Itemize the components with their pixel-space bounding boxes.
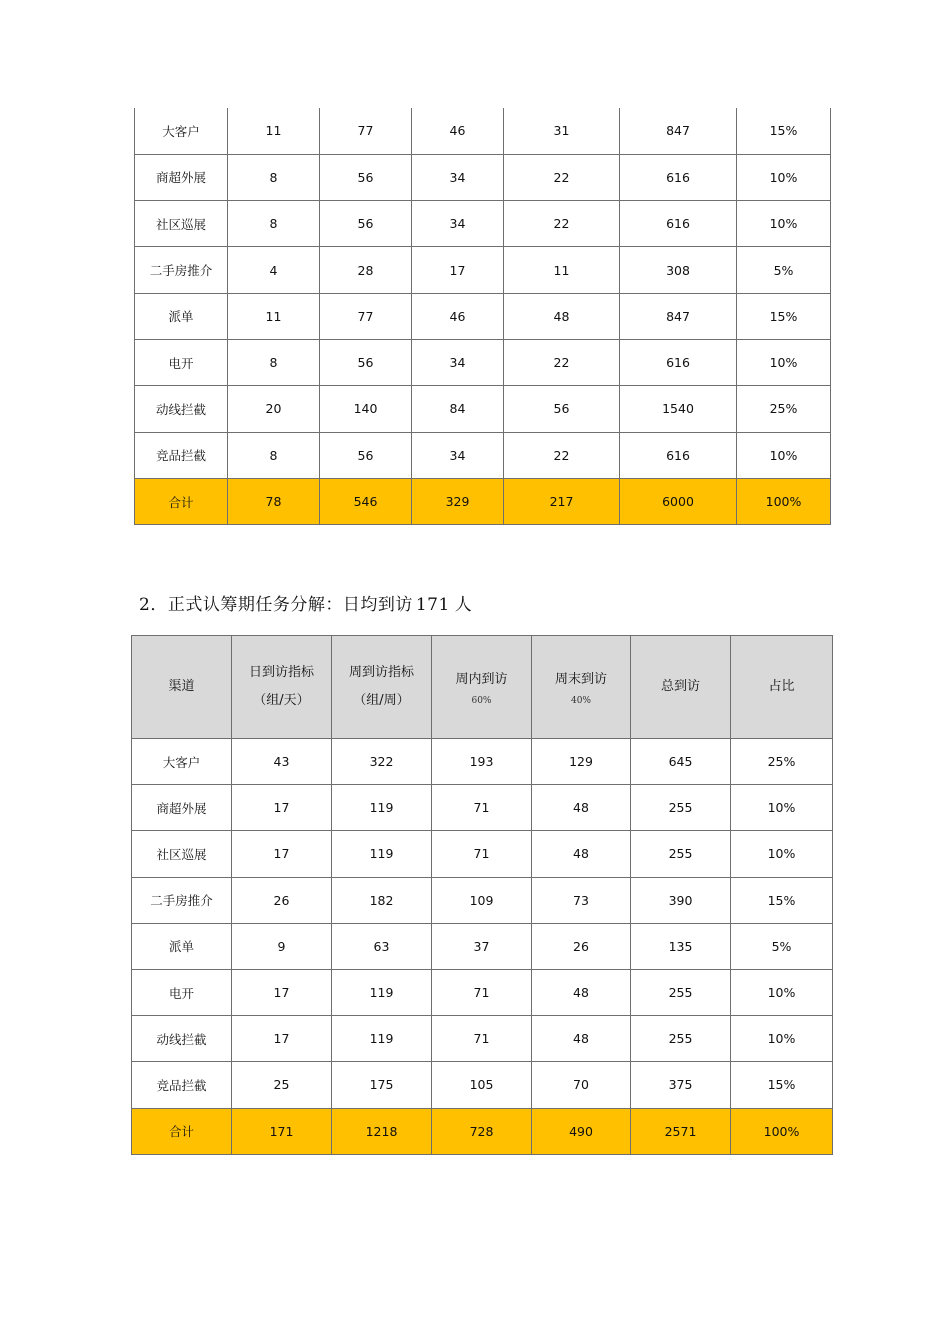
total-value-cell: 1218 — [332, 1108, 432, 1154]
value-cell: 15% — [737, 293, 831, 339]
section-title — [139, 590, 472, 615]
value-cell: 71 — [432, 785, 532, 831]
value-cell: 22 — [504, 201, 620, 247]
channel-cell: 社区巡展 — [135, 201, 228, 247]
value-cell: 48 — [532, 831, 631, 877]
table-row — [135, 108, 831, 154]
value-cell: 71 — [432, 1016, 532, 1062]
channel-cell: 二手房推介 — [135, 247, 228, 293]
value-cell: 73 — [532, 877, 631, 923]
value-cell: 5% — [737, 247, 831, 293]
total-value-cell: 171 — [232, 1108, 332, 1154]
value-cell: 10% — [731, 969, 833, 1015]
table-row — [135, 432, 831, 478]
value-cell: 847 — [620, 108, 737, 154]
table-row — [132, 831, 833, 877]
value-cell: 71 — [432, 831, 532, 877]
value-cell: 11 — [504, 247, 620, 293]
value-cell: 25% — [737, 386, 831, 432]
value-cell: 77 — [320, 108, 412, 154]
value-cell: 1540 — [620, 386, 737, 432]
total-value-cell: 490 — [532, 1108, 631, 1154]
value-cell: 34 — [412, 339, 504, 385]
header-weekend-label: 周末到访 — [554, 672, 607, 687]
value-cell: 17 — [232, 831, 332, 877]
value-cell: 10% — [737, 154, 831, 200]
table-row — [132, 785, 833, 831]
value-cell: 43 — [232, 739, 332, 785]
value-cell: 175 — [332, 1062, 432, 1108]
table-row — [135, 247, 831, 293]
total-label-cell: 合计 — [135, 478, 228, 524]
table-row — [132, 877, 833, 923]
value-cell: 77 — [320, 293, 412, 339]
value-cell: 255 — [631, 831, 731, 877]
value-cell: 48 — [532, 785, 631, 831]
total-value-cell: 6000 — [620, 478, 737, 524]
header-weekend — [532, 636, 631, 739]
value-cell: 37 — [432, 923, 532, 969]
channel-cell: 商超外展 — [135, 154, 228, 200]
header-weekly-target — [332, 636, 432, 739]
value-cell: 84 — [412, 386, 504, 432]
channel-cell: 大客户 — [135, 108, 228, 154]
section-title-text: 正式认筹期任务分解：日均到访 — [167, 595, 413, 615]
channel-cell: 二手房推介 — [132, 877, 232, 923]
value-cell: 17 — [232, 1016, 332, 1062]
value-cell: 56 — [320, 432, 412, 478]
value-cell: 22 — [504, 432, 620, 478]
value-cell: 140 — [320, 386, 412, 432]
channel-cell: 电开 — [135, 339, 228, 385]
value-cell: 119 — [332, 785, 432, 831]
value-cell: 255 — [631, 1016, 731, 1062]
total-value-cell: 329 — [412, 478, 504, 524]
value-cell: 63 — [332, 923, 432, 969]
value-cell: 46 — [412, 108, 504, 154]
header-weekend-pct: 40% — [570, 696, 591, 706]
table-row — [132, 969, 833, 1015]
header-weekday-pct: 60% — [471, 696, 492, 706]
value-cell: 48 — [504, 293, 620, 339]
header-daily-target-label: 日到访指标 — [248, 665, 314, 680]
value-cell: 46 — [412, 293, 504, 339]
value-cell: 15% — [731, 1062, 833, 1108]
header-daily-target-unit: （组/天） — [253, 693, 310, 708]
value-cell: 15% — [737, 108, 831, 154]
value-cell: 375 — [631, 1062, 731, 1108]
value-cell: 255 — [631, 785, 731, 831]
channel-cell: 商超外展 — [132, 785, 232, 831]
value-cell: 17 — [232, 785, 332, 831]
value-cell: 11 — [228, 108, 320, 154]
value-cell: 31 — [504, 108, 620, 154]
table-row — [135, 339, 831, 385]
total-value-cell: 217 — [504, 478, 620, 524]
value-cell: 255 — [631, 969, 731, 1015]
value-cell: 11 — [228, 293, 320, 339]
total-label-cell: 合计 — [132, 1108, 232, 1154]
total-value-cell: 100% — [737, 478, 831, 524]
header-weekday — [432, 636, 532, 739]
value-cell: 34 — [412, 201, 504, 247]
value-cell: 109 — [432, 877, 532, 923]
value-cell: 56 — [504, 386, 620, 432]
header-weekly-target-unit: （组/周） — [353, 693, 410, 708]
value-cell: 119 — [332, 831, 432, 877]
value-cell: 26 — [532, 923, 631, 969]
table-header-row — [132, 636, 833, 739]
value-cell: 5% — [731, 923, 833, 969]
channel-cell: 社区巡展 — [132, 831, 232, 877]
value-cell: 182 — [332, 877, 432, 923]
channel-cell: 派单 — [135, 293, 228, 339]
total-value-cell: 78 — [228, 478, 320, 524]
value-cell: 22 — [504, 339, 620, 385]
value-cell: 10% — [731, 785, 833, 831]
table-row — [132, 739, 833, 785]
value-cell: 645 — [631, 739, 731, 785]
value-cell: 119 — [332, 1016, 432, 1062]
value-cell: 135 — [631, 923, 731, 969]
section-count: 171 — [415, 595, 450, 615]
value-cell: 9 — [232, 923, 332, 969]
value-cell: 48 — [532, 1016, 631, 1062]
table-2-body — [132, 636, 833, 1155]
value-cell: 34 — [412, 432, 504, 478]
value-cell: 616 — [620, 432, 737, 478]
header-daily-target — [232, 636, 332, 739]
value-cell: 4 — [228, 247, 320, 293]
channel-cell: 电开 — [132, 969, 232, 1015]
value-cell: 193 — [432, 739, 532, 785]
value-cell: 8 — [228, 432, 320, 478]
header-weekly-target-label: 周到访指标 — [348, 665, 414, 680]
section-number: 2． — [139, 595, 168, 615]
table-row — [135, 154, 831, 200]
value-cell: 26 — [232, 877, 332, 923]
value-cell: 10% — [731, 1016, 833, 1062]
value-cell: 616 — [620, 154, 737, 200]
table-1-body — [135, 108, 831, 525]
header-channel: 渠道 — [132, 636, 232, 739]
value-cell: 48 — [532, 969, 631, 1015]
channel-cell: 动线拦截 — [135, 386, 228, 432]
value-cell: 17 — [232, 969, 332, 1015]
value-cell: 56 — [320, 339, 412, 385]
value-cell: 70 — [532, 1062, 631, 1108]
value-cell: 322 — [332, 739, 432, 785]
value-cell: 10% — [737, 339, 831, 385]
value-cell: 8 — [228, 154, 320, 200]
value-cell: 129 — [532, 739, 631, 785]
channel-cell: 动线拦截 — [132, 1016, 232, 1062]
channel-cell: 竞品拦截 — [135, 432, 228, 478]
table-row — [135, 201, 831, 247]
header-weekday-label: 周内到访 — [455, 672, 508, 687]
total-row — [132, 1108, 833, 1154]
value-cell: 105 — [432, 1062, 532, 1108]
value-cell: 34 — [412, 154, 504, 200]
target-table-2 — [131, 635, 833, 1155]
value-cell: 71 — [432, 969, 532, 1015]
value-cell: 10% — [737, 432, 831, 478]
value-cell: 17 — [412, 247, 504, 293]
header-total-visits: 总到访 — [631, 636, 731, 739]
table-row — [132, 923, 833, 969]
table-row — [132, 1062, 833, 1108]
value-cell: 10% — [737, 201, 831, 247]
channel-cell: 大客户 — [132, 739, 232, 785]
total-row — [135, 478, 831, 524]
value-cell: 8 — [228, 339, 320, 385]
value-cell: 390 — [631, 877, 731, 923]
value-cell: 28 — [320, 247, 412, 293]
total-value-cell: 728 — [432, 1108, 532, 1154]
table-row — [135, 293, 831, 339]
total-value-cell: 100% — [731, 1108, 833, 1154]
value-cell: 56 — [320, 154, 412, 200]
value-cell: 8 — [228, 201, 320, 247]
value-cell: 20 — [228, 386, 320, 432]
total-value-cell: 2571 — [631, 1108, 731, 1154]
table-row — [132, 1016, 833, 1062]
value-cell: 847 — [620, 293, 737, 339]
value-cell: 308 — [620, 247, 737, 293]
value-cell: 616 — [620, 201, 737, 247]
value-cell: 56 — [320, 201, 412, 247]
value-cell: 10% — [731, 831, 833, 877]
value-cell: 22 — [504, 154, 620, 200]
value-cell: 15% — [731, 877, 833, 923]
header-share: 占比 — [731, 636, 833, 739]
channel-cell: 派单 — [132, 923, 232, 969]
value-cell: 25% — [731, 739, 833, 785]
table-row — [135, 386, 831, 432]
value-cell: 119 — [332, 969, 432, 1015]
channel-cell: 竞品拦截 — [132, 1062, 232, 1108]
target-table-1 — [134, 108, 831, 525]
section-unit: 人 — [454, 595, 473, 615]
value-cell: 25 — [232, 1062, 332, 1108]
value-cell: 616 — [620, 339, 737, 385]
total-value-cell: 546 — [320, 478, 412, 524]
